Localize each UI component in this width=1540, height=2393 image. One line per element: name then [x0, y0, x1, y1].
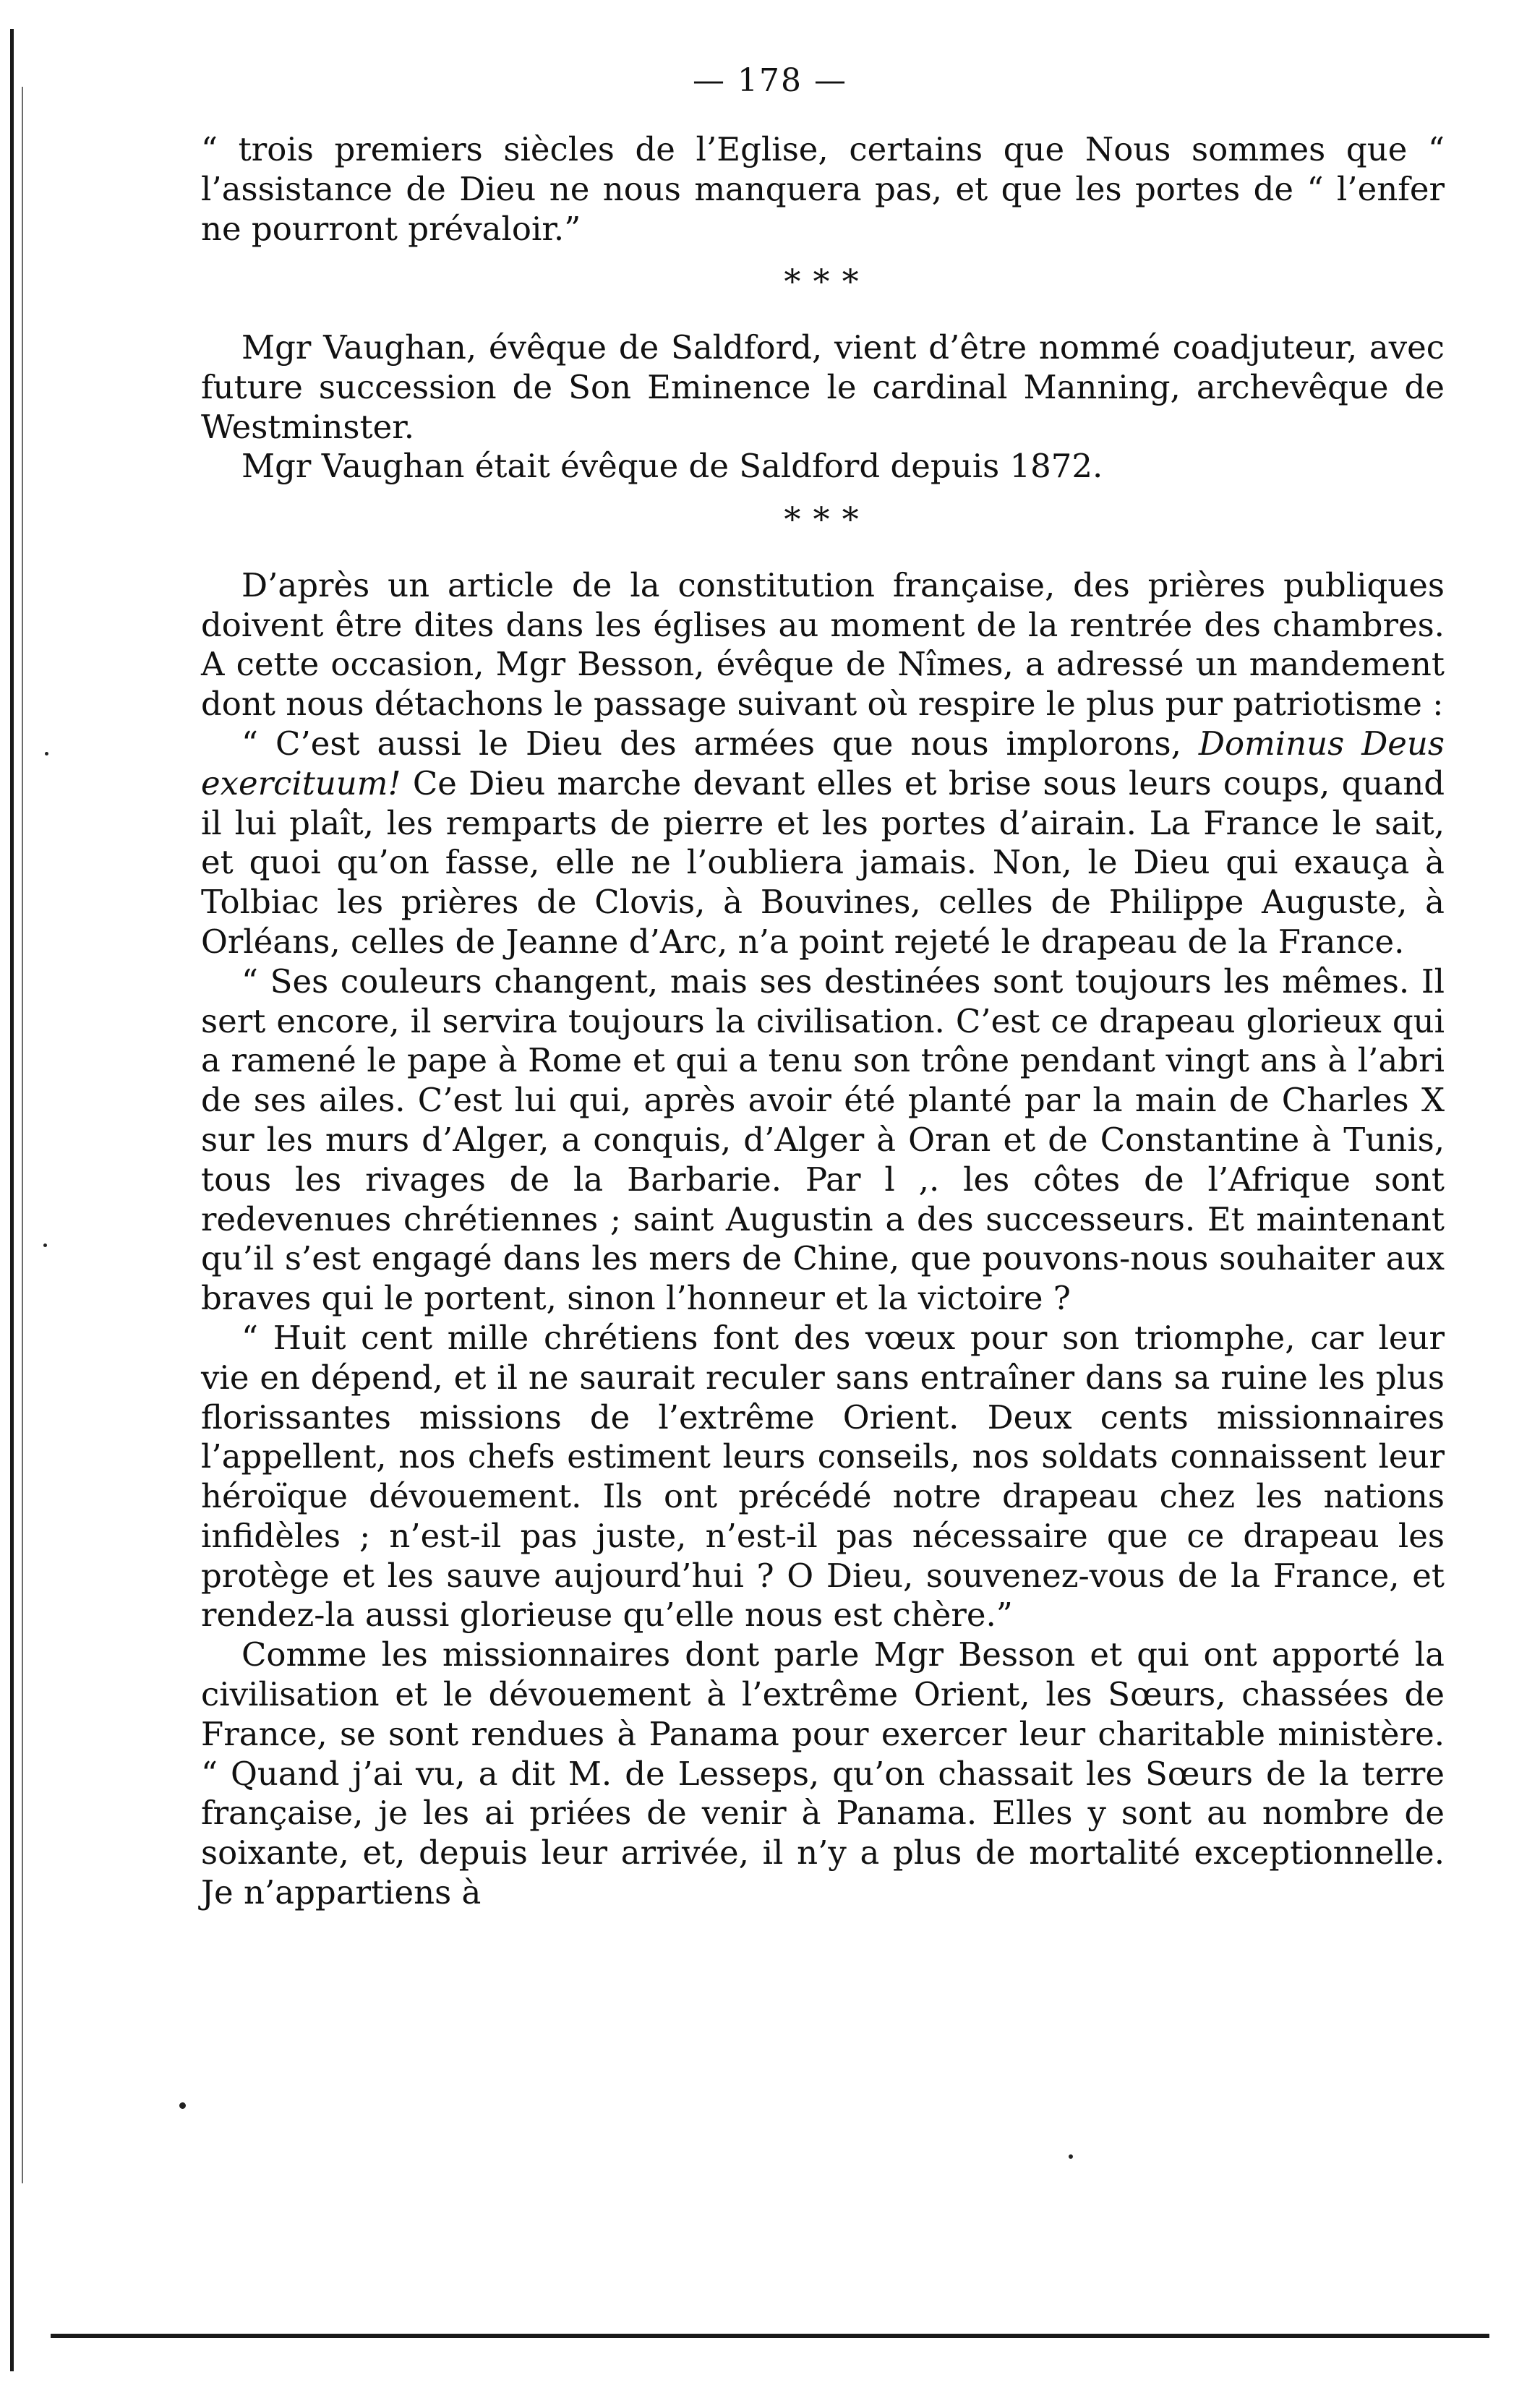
- paragraph-besson-intro: D’après un article de la constitution française, des prières publiques doivent être dites dans les églises au moment de la rentrée des chambres. A cette occasion, Mgr Besson, évêque de Nîmes, a adressé un mandement dont nous détachons le passage suivant où respire le plus pur patriotisme :: [201, 565, 1445, 724]
- asterism: * * *: [784, 262, 862, 301]
- body-text: [201, 130, 1445, 1913]
- paragraph-quote-end: “ trois premiers siècles de l’Eglise, certains que Nous sommes que “ l’assistance de Dieu ne nous manquera pas, et que les portes de “ l’enfer ne pourront prévaloir.”: [201, 130, 1445, 248]
- section-separator: [201, 249, 1445, 328]
- quote-text: “ C’est aussi le Dieu des armées que nous implorons,: [241, 724, 1181, 763]
- quote-text: Ce Dieu marche devant elles et brise sous leurs coups, quand il lui plaît, les remparts de pierre et les portes d’airain. La France le sait, et quoi qu’on fasse, elle ne l’oubliera jamais. Non, le Dieu qui exauça à Tolbiac les prières de Clovis, à Bouvines, celles de Philippe Auguste, à Orléans, celles de Jeanne d’Arc, n’a point rejeté le drapeau de la France.: [201, 763, 1445, 961]
- paragraph-besson-quote-1: [201, 724, 1445, 962]
- latin-phrase: Dominus Deus exercituum!: [201, 724, 1445, 802]
- paragraph-besson-quote-2: “ Ses couleurs changent, mais ses destinées sont toujours les mêmes. Il sert encore, il servira toujours la civilisation. C’est ce drapeau glorieux qui a ramené le pape à Rome et qui a tenu son trône pendant vingt ans à l’abri de ses ailes. C’est lui qui, après avoir été planté par la main de Charles X sur les murs d’Alger, a conquis, d’Alger à Oran et de Constantine à Tunis, tous les rivages de la Barbarie. Par l ,. les côtes de l’Afrique sont redevenues chrétiennes ; saint Augustin a des successeurs. Et maintenant qu’il s’est engagé dans les mers de Chine, que pouvons-nous souhaiter aux braves qui le portent, sinon l’honneur et la victoire ?: [201, 962, 1445, 1318]
- paragraph-vaughan-since: Mgr Vaughan était évêque de Saldford depuis 1872.: [241, 447, 1103, 486]
- paragraph-besson-quote-3: “ Huit cent mille chrétiens font des vœux pour son triomphe, car leur vie en dépend, et il ne saurait reculer sans entraîner dans sa ruine les plus florissantes missions de l’extrême Orient. Deux cents missionnaires l’appellent, nos chefs estiment leurs conseils, nos soldats connaissent leur héroïque dévouement. Ils ont précédé notre drapeau chez les nations infidèles ; n’est-il pas juste, n’est-il pas nécessaire que ce drapeau les protège et les sauve aujourd’hui ? O Dieu, souvenez-vous de la France, et rendez-la aussi glorieuse qu’elle nous est chère.”: [201, 1318, 1445, 1635]
- scan-speck: [43, 1243, 47, 1247]
- page-number: — 178 —: [693, 62, 847, 99]
- paragraph-vaughan-appointment: Mgr Vaughan, évêque de Saldford, vient d’être nommé coadjuteur, avec future succession de Son Eminence le cardinal Manning, archevêque de Westminster.: [201, 328, 1445, 446]
- paragraph-lesseps: Comme les missionnaires dont parle Mgr Besson et qui ont apporté la civilisation et le dévouement à l’extrême Orient, les Sœurs, chassées de France, se sont rendues à Panama pour exercer leur charitable ministère. “ Quand j’ai vu, a dit M. de Lesseps, qu’on chassait les Sœurs de la terre française, je les ai priées de venir à Panama. Elles y sont au nombre de soixante, et, depuis leur arrivée, il n’y a plus de mortalité exceptionnelle. Je n’appartiens à: [201, 1635, 1445, 1912]
- section-separator: [201, 487, 1445, 566]
- asterism: * * *: [784, 500, 862, 539]
- scan-left-edge: [10, 29, 14, 2371]
- scan-speck: [1069, 2154, 1073, 2159]
- scan-speck: [179, 2102, 186, 2109]
- scan-bottom-edge: [51, 2334, 1489, 2338]
- scan-speck: [45, 752, 48, 755]
- scan-left-shadow: [22, 87, 23, 2183]
